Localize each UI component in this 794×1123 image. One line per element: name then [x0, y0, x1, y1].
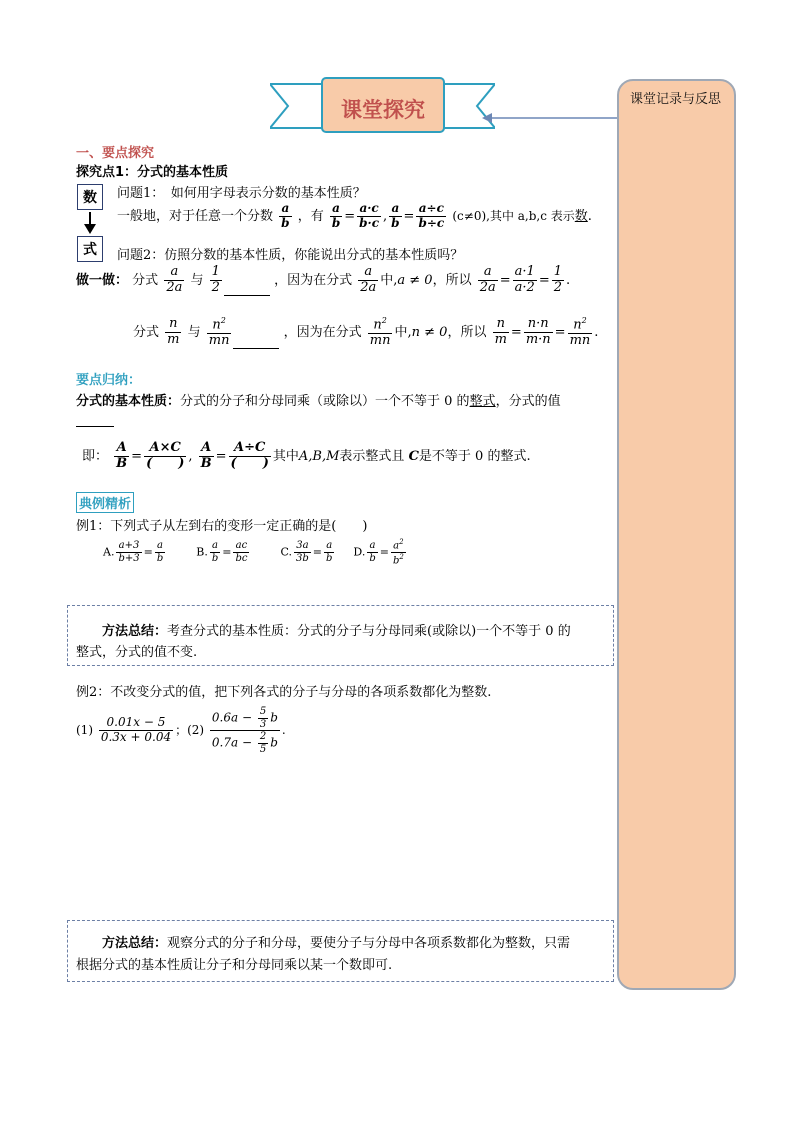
sidebar-title: 课堂记录与反思: [630, 92, 722, 107]
example-1-options: A. $\frac{a+3}{b+3}$ = $\frac{a}{b}$ B. $\frac{a}{b}$ = $\frac{ac}{bc}$ C. $\frac{3a}{3b}$ = $\frac{a}{b}$ D. $\frac{a}{b}$ = $\frac{a^2}{b^2}$: [103, 538, 404, 567]
frac-a-2a-2: $\frac{a}{2a}$: [360, 264, 377, 295]
q1-body: 一般地，对于任意一个分数 $\frac{a}{b}$ ，有 $\frac{a}{b}$ = $\frac{a\cdot c}{b\cdot c}$ , $\frac{a}{b}$ = $\frac{a\div c}{b\div c}$ (c≠0),其中 a,b,c 表示数.: [117, 201, 592, 230]
frac-a-b-2: $\frac{a}{b}$: [331, 201, 341, 230]
frac-ex2-1: $\frac{0.01x - 5}{0.3x + 0.04}$: [100, 715, 172, 744]
summary-text: [76, 390, 561, 409]
option-b-label: B.: [196, 545, 208, 559]
frac-1-2-b: $\frac{1}{2}$: [553, 264, 563, 295]
frac-ex2-2: 0.6a − $\frac{5}{3}$ b 0.7a − $\frac{2}{5}$ b: [211, 706, 278, 755]
summary-formula: 即： $\frac{A}{B}$ = $\frac{A\times C}{( )}$ , $\frac{A}{B}$ = $\frac{A\div C}{( )}$ 其中A,B,M表示整式且 C是不等于 0 的整式.: [82, 440, 531, 471]
summary-text-b: ，分式的值: [495, 394, 561, 409]
frac-5-3: $\frac{5}{3}$: [259, 706, 267, 730]
option-d-label: D.: [353, 545, 366, 559]
frac-n-m-2: $\frac{n}{m}$: [494, 316, 507, 348]
try2-text-b: 与: [187, 325, 201, 341]
try1-cond: a ≠ 0: [397, 272, 433, 288]
formula-C: C: [408, 448, 419, 464]
frac-opt-c: $\frac{3a}{3b}$: [296, 540, 309, 564]
frac-2-5: $\frac{2}{5}$: [259, 731, 267, 755]
frac-a-b-3: $\frac{a}{b}$: [391, 201, 400, 230]
summary-text-a: 分式的分子和分母同乘（或除以）一个不等于 0 的: [180, 394, 470, 409]
method-2-label: 方法总结：: [102, 936, 168, 951]
try-line-1: 做一做： 分式 $\frac{a}{2a}$ 与 $\frac{1}{2}$ ，因为在分式 $\frac{a}{2a}$ 中,a ≠ 0，所以 $\frac{a}{2a}$ = $\frac{a\cdot 1}{a\cdot 2}$ = $\frac{1}{2}$ .: [76, 264, 571, 295]
try2-text-e: ，所以: [447, 325, 487, 341]
method-2-text-a: 观察分式的分子和分母，要使分子与分母中各项系数都化为整数，只需: [167, 936, 571, 951]
frac-opt-a: $\frac{a+3}{b+3}$: [118, 540, 140, 564]
frac-1-2: $\frac{1}{2}$: [211, 264, 220, 295]
method-1-text-a: 考查分式的基本性质：分式的分子与分母同乘(或除以)一个不等于 0 的: [167, 624, 571, 639]
try-line-2: 分式 $\frac{n}{m}$ 与 $\frac{n^2}{mn}$ ，因为在分式 $\frac{n^2}{mn}$ 中,n ≠ 0，所以 $\frac{n}{m}$ = $\frac{n\cdot n}{m\cdot n}$ = $\frac{n^2}{mn}$ .: [133, 316, 599, 349]
frac-n2-mn-3: $\frac{n^2}{mn}$: [569, 316, 591, 349]
question-2: 问题2：仿照分数的基本性质，你能说出分式的基本性质吗？: [117, 248, 464, 263]
q1-text-b: ，有: [297, 208, 324, 224]
ex2-part-1: (1): [76, 723, 93, 737]
frac-AdivC: $\frac{A\div C}{( )}$: [230, 440, 269, 471]
try2-cond: n ≠ 0: [411, 325, 448, 341]
expression-box: 式: [77, 236, 103, 262]
summary-heading: 要点归纳：: [76, 373, 142, 388]
frac-ac-bc: $\frac{a\cdot c}{b\cdot c}$: [359, 201, 380, 230]
example-2: [76, 681, 491, 700]
frac-adivc-bdivc: $\frac{a\div c}{b\div c}$: [418, 201, 445, 230]
try2-text-d: 中,: [394, 325, 412, 341]
example-2-text: 例2：不改变分式的值，把下列各式的分子与分母的各项系数都化为整数.: [76, 685, 492, 700]
question-1: 问题1： 如何用字母表示分数的基本性质？: [117, 186, 366, 201]
method-1-line-1: [102, 620, 571, 639]
try-label: 做一做：: [76, 272, 129, 288]
section-heading: 一、要点探究: [76, 146, 155, 161]
frac-nn-mn: $\frac{n\cdot n}{m\cdot n}$: [525, 316, 551, 348]
method-2-line-1: [102, 932, 570, 951]
connector-arrow: [480, 110, 620, 126]
formula-text-a: 即：: [82, 448, 109, 464]
try1-text-c: ，因为在分式: [274, 272, 353, 288]
method-1-label: 方法总结：: [102, 624, 168, 639]
examples-tag: 典例精析: [76, 492, 134, 513]
example-2-problems: (1) $\frac{0.01x - 5}{0.3x + 0.04}$ ；(2) 0.6a − $\frac{5}{3}$ b 0.7a − $\frac{2}{5}$ b .: [76, 706, 286, 755]
try1-text-b: 与: [190, 272, 204, 288]
example-1: 例1：下列式子从左到右的变形一定正确的是( ): [76, 519, 368, 534]
frac-opt-a2: $\frac{a}{b}$: [156, 540, 164, 564]
try2-text-c: ，因为在分式: [283, 325, 362, 341]
option-c-label: C.: [280, 545, 292, 559]
frac-opt-b: $\frac{a}{b}$: [211, 540, 219, 564]
frac-AxC: $\frac{A\times C}{( )}$: [146, 440, 185, 471]
q1-text-a: 一般地，对于任意一个分数: [117, 208, 274, 224]
frac-opt-c2: $\frac{a}{b}$: [325, 540, 333, 564]
number-box: 数: [77, 184, 103, 210]
frac-a-2a-3: $\frac{a}{2a}$: [479, 264, 496, 295]
summary-blank: [76, 412, 114, 427]
frac-opt-b2: $\frac{ac}{bc}$: [235, 540, 248, 564]
frac-a-2a: $\frac{a}{2a}$: [166, 264, 183, 295]
try1-text-d: 中,: [380, 272, 398, 288]
formula-text-c: 表示整式且: [339, 448, 405, 464]
frac-A-B: $\frac{A}{B}$: [116, 440, 128, 471]
try1-text-a: 分式: [132, 272, 159, 288]
frac-a-b: $\frac{a}{b}$: [281, 201, 290, 230]
summary-label: 分式的基本性质：: [76, 394, 181, 409]
formula-text-b: 其中: [272, 448, 299, 464]
frac-a1-a2: $\frac{a\cdot 1}{a\cdot 2}$: [514, 264, 535, 295]
ex2-part-2: ；(2): [175, 723, 205, 737]
banner-title: 课堂探究: [341, 97, 425, 122]
method-2-line-2: 根据分式的基本性质让分子和分母同乘以某一个数即可.: [76, 958, 393, 973]
q1-text-d: 数: [574, 208, 588, 224]
point-heading: 探究点1：分式的基本性质: [76, 165, 229, 180]
q1-text-c: (c≠0),其中 a,b,c 表示: [452, 208, 575, 223]
try1-text-e: ，所以: [432, 272, 472, 288]
frac-opt-d: $\frac{a}{b}$: [369, 540, 376, 564]
frac-opt-d2: $\frac{a^2}{b^2}$: [392, 538, 404, 567]
try2-text-a: 分式: [133, 325, 160, 341]
summary-underlined: 整式: [469, 394, 496, 409]
method-1-line-2: 整式，分式的值不变.: [76, 645, 198, 660]
formula-vars: A,B,M: [298, 448, 340, 464]
option-a-label: A.: [103, 545, 115, 559]
frac-A-B-2: $\frac{A}{B}$: [200, 440, 212, 471]
frac-n2-mn-2: $\frac{n^2}{mn}$: [369, 316, 391, 349]
formula-text-d: 是不等于 0 的整式.: [418, 448, 531, 464]
frac-n-m: $\frac{n}{m}$: [167, 316, 180, 348]
down-arrow-icon: [84, 212, 96, 234]
frac-n2-mn: $\frac{n^2}{mn}$: [208, 316, 230, 349]
notes-sidebar: [617, 79, 736, 990]
